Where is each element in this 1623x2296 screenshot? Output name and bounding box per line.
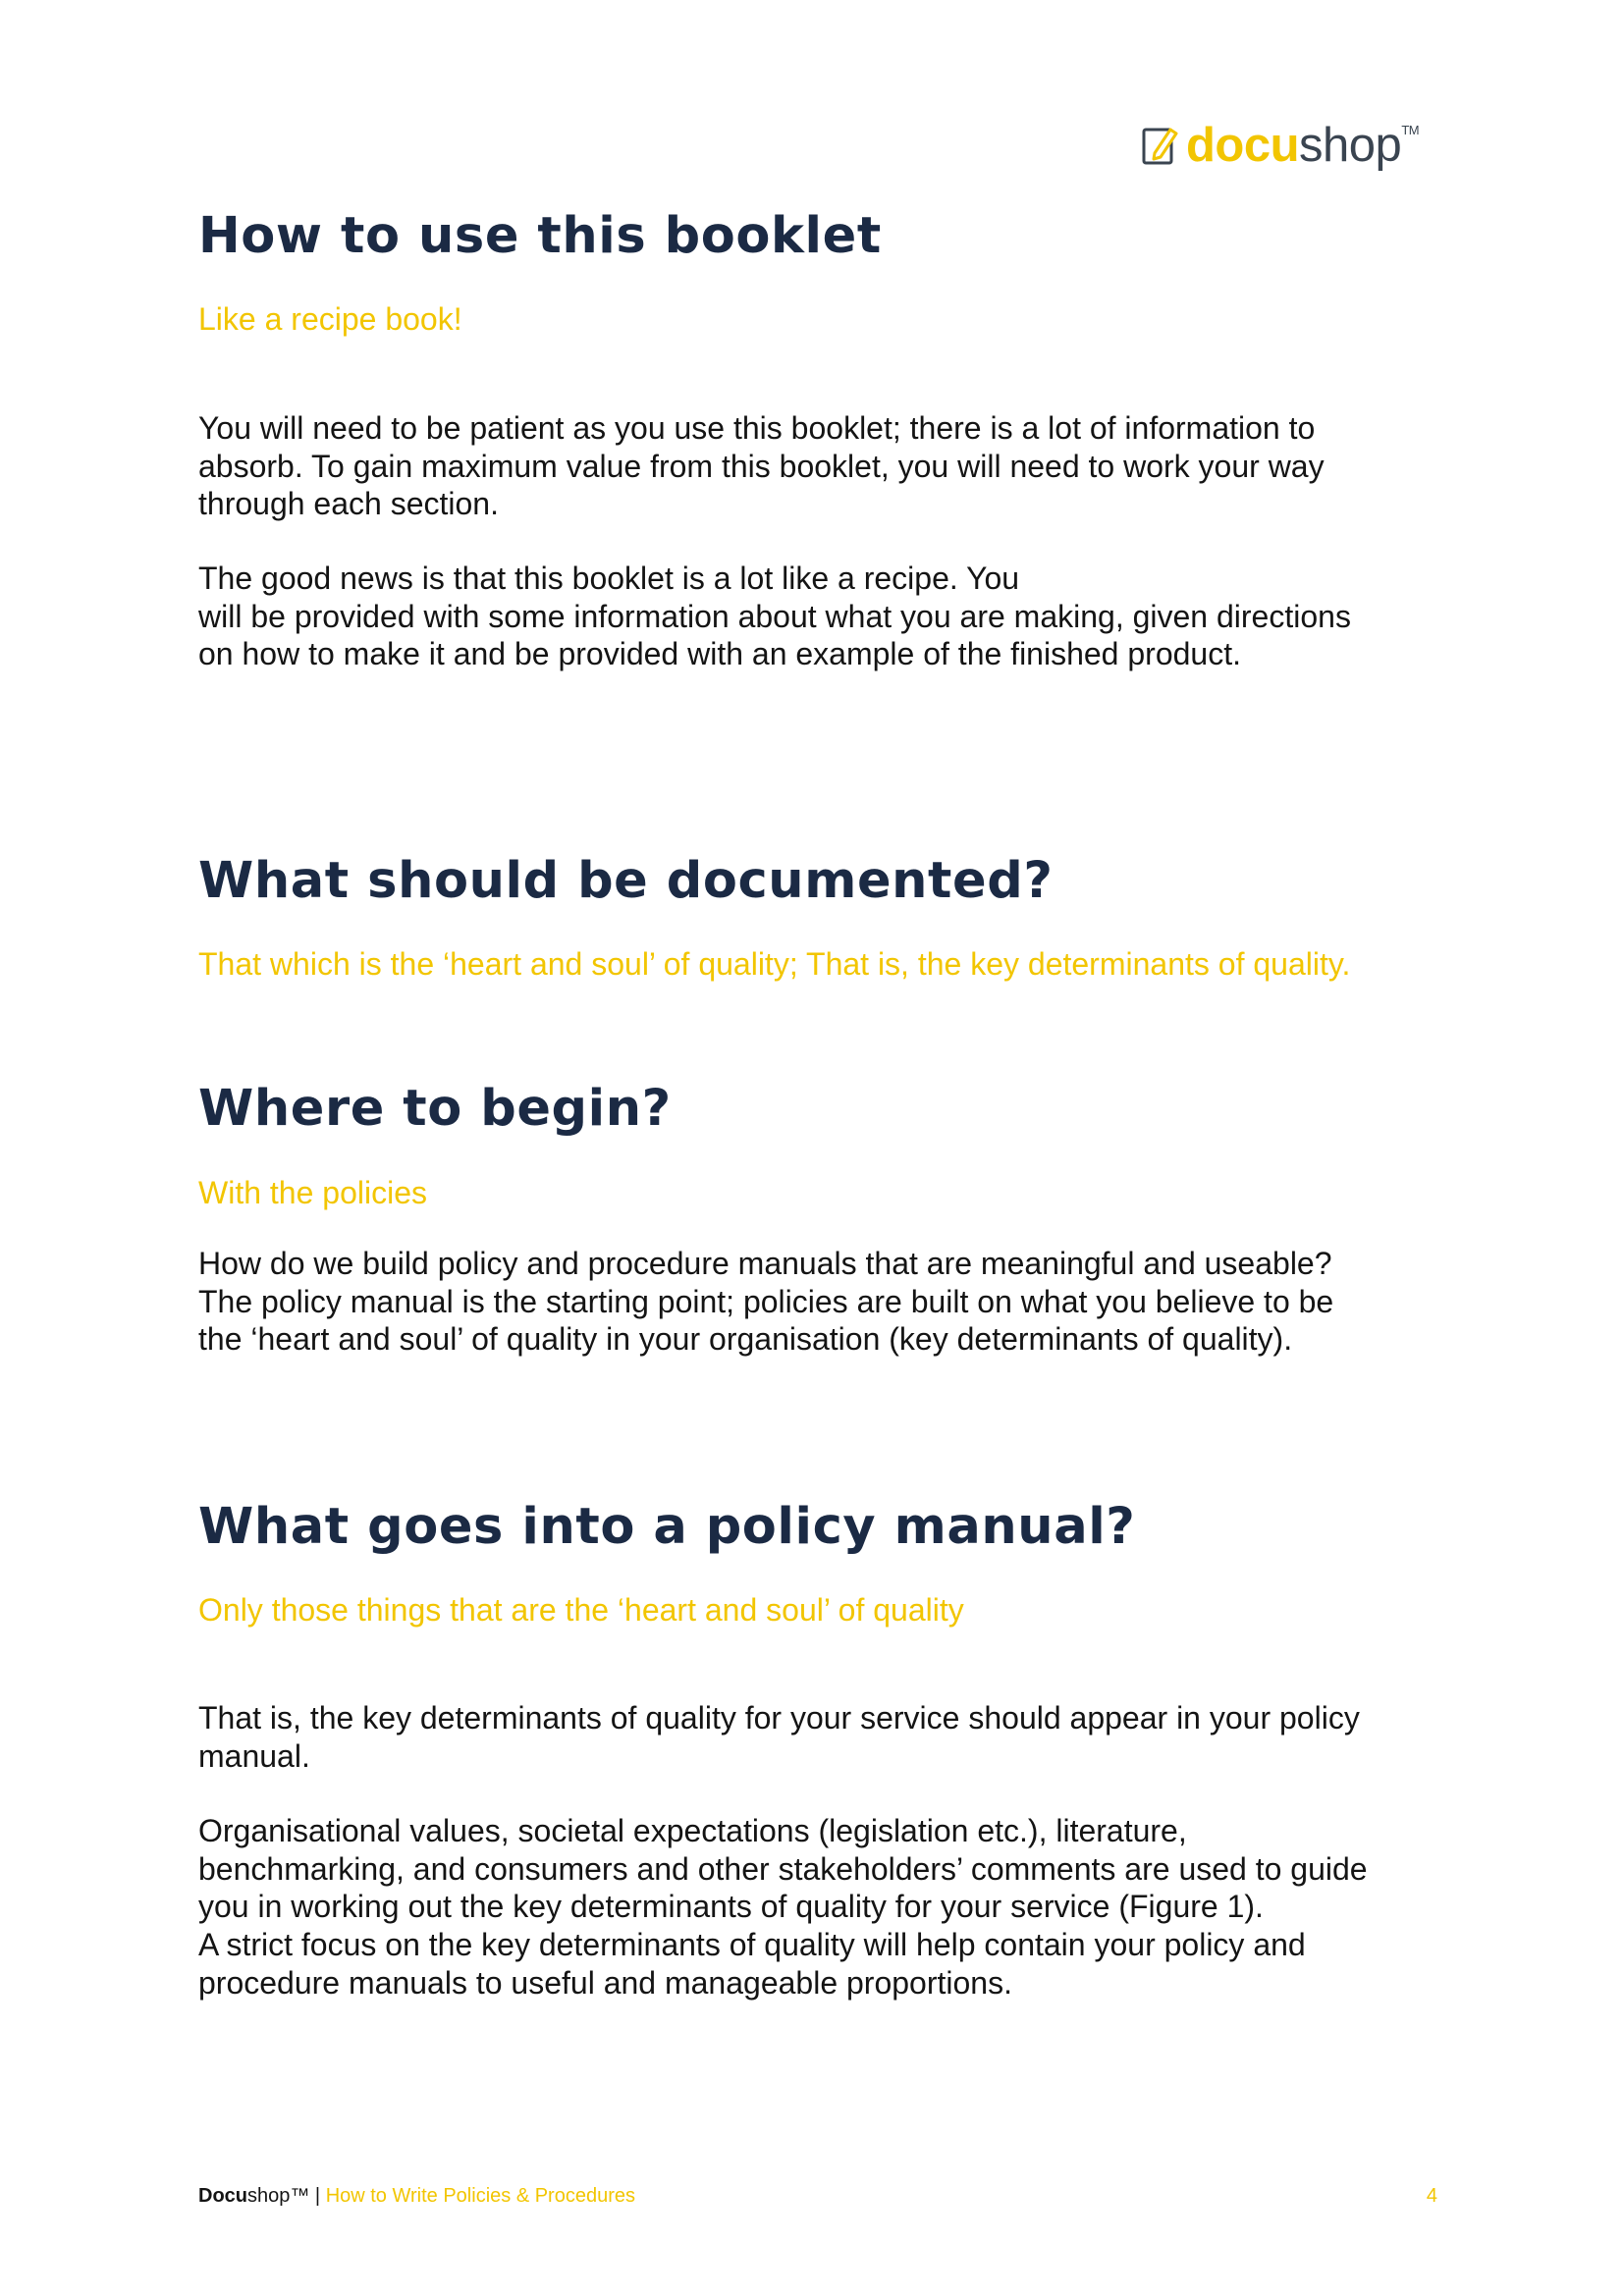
logo-shop: shop (1299, 118, 1402, 172)
text-line: manual. (198, 1737, 310, 1774)
text-line: Organisational values, societal expectations (legislation etc.), literature, (198, 1813, 1187, 1848)
logo-trademark: TM (1401, 122, 1420, 137)
text-line: you in working out the key determinants of quality for your service (Figure 1). (198, 1889, 1264, 1925)
footer-brand-bold: Docu (198, 2185, 247, 2207)
text-line: A strict focus on the key determinants of quality will help contain your policy and (198, 1927, 1306, 1963)
section-heading: How to use this booklet (198, 207, 882, 265)
text-line: absorb. To gain maximum value from this booklet, you will need to work your way (198, 448, 1325, 484)
text-line: The good news is that this booklet is a lot like a recipe. You (198, 561, 1020, 596)
section-subheading: That which is the ‘heart and soul’ of quality; That is, the key determinants of quality. (198, 946, 1351, 982)
text-line: How do we build policy and procedure manuals that are meaningful and useable? (198, 1246, 1332, 1281)
section-heading: What should be documented? (198, 852, 1054, 910)
docushop-logo (1141, 116, 1419, 175)
section-subheading: With the policies (198, 1175, 427, 1210)
body-paragraph (198, 1699, 1475, 1775)
body-paragraph (198, 560, 1475, 673)
section-subheading: Like a recipe book! (198, 301, 462, 337)
footer-brand-light: shop™ (247, 2185, 310, 2207)
text-line: That is, the key determinants of quality for your service should appear in your policy (198, 1700, 1360, 1735)
page-footer (198, 2186, 1437, 2206)
text-line: The policy manual is the starting point; policies are built on what you believe to be (198, 1283, 1334, 1319)
body-paragraph (198, 1812, 1475, 2002)
pencil-document-icon (1141, 124, 1180, 167)
text-line: You will need to be patient as you use this booklet; there is a lot of information to (198, 410, 1316, 446)
body-paragraph (198, 1245, 1475, 1359)
text-line: through each section. (198, 486, 499, 522)
footer-doc-title: How to Write Policies & Procedures (325, 2185, 635, 2207)
text-line: benchmarking, and consumers and other stakeholders’ comments are used to guide (198, 1850, 1368, 1887)
page-number: 4 (1426, 2185, 1437, 2207)
text-line: the ‘heart and soul’ of quality in your organisation (key determinants of quality). (198, 1321, 1293, 1358)
text-line: procedure manuals to useful and manageable proportions. (198, 1964, 1012, 2001)
footer-brand (198, 2185, 309, 2207)
text-line: on how to make it and be provided with an example of the finished product. (198, 636, 1241, 672)
logo-wordmark (1186, 118, 1420, 172)
section-heading: What goes into a policy manual? (198, 1498, 1136, 1556)
logo-docu: docu (1186, 118, 1300, 172)
body-paragraph (198, 409, 1475, 523)
section-heading: Where to begin? (198, 1080, 672, 1138)
text-line: will be provided with some information about what you are making, given directions (198, 598, 1351, 634)
section-subheading: Only those things that are the ‘heart and soul’ of quality (198, 1592, 964, 1628)
footer-separator: | (309, 2185, 326, 2207)
